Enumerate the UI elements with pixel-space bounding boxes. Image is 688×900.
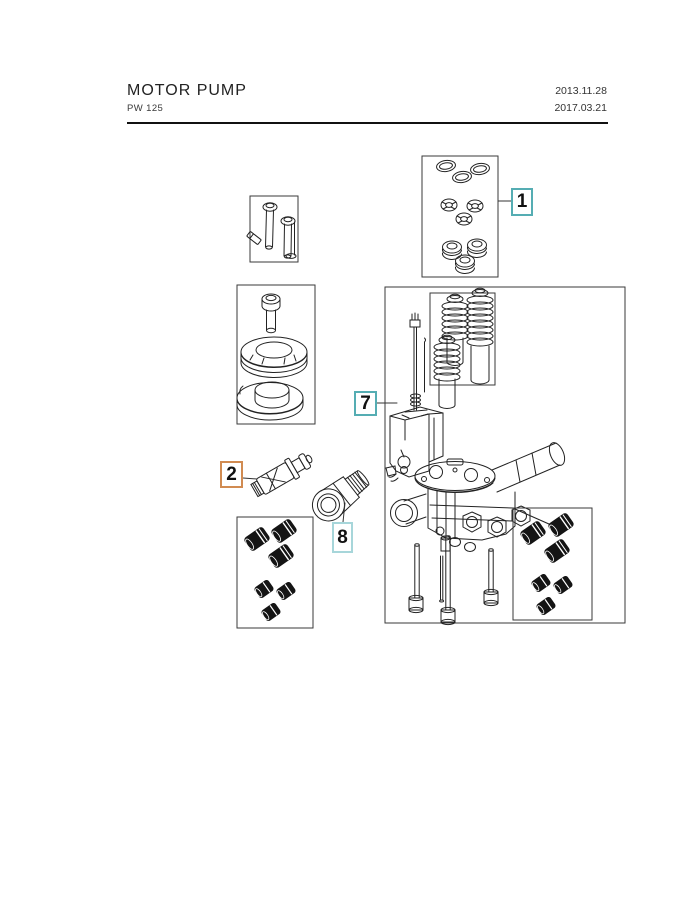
plug-fitting: [543, 539, 570, 564]
callout-7[interactable]: 7: [354, 391, 377, 416]
unloader-rod: [402, 313, 428, 418]
spring-plunger-group: [430, 288, 495, 408]
plug-fitting: [547, 513, 574, 538]
thrust-bearing: [241, 337, 307, 378]
plug-fitting-small: [254, 579, 274, 598]
plug-fittings-left-group: [237, 517, 313, 628]
oring-seals: [436, 159, 490, 184]
callout-8[interactable]: 8: [332, 522, 353, 553]
plug-fitting-small: [261, 602, 281, 621]
plug-fitting-small: [536, 596, 556, 615]
outlet-coupler-part: [306, 464, 375, 527]
plug-fitting: [270, 519, 297, 544]
cup-seals: [442, 239, 486, 274]
bearing-stack-group: [237, 285, 315, 424]
plug-fitting-small: [553, 575, 573, 594]
page-title: MOTOR PUMP: [127, 82, 247, 99]
mounting-bolts: [409, 536, 498, 625]
piston-pin-group: [247, 196, 298, 262]
seal-kit-group: [422, 156, 498, 277]
swash-cap: [237, 382, 303, 420]
plug-fitting: [267, 544, 294, 569]
pump-housing-bracket: [386, 407, 443, 481]
callout-1[interactable]: 1: [511, 188, 533, 216]
bolt-part: [262, 294, 280, 333]
plug-fitting-small: [531, 573, 551, 592]
callout-2[interactable]: 2: [220, 461, 243, 488]
date-published: 2013.11.28: [555, 85, 607, 97]
spring-plunger: [467, 288, 493, 384]
plug-fitting-small: [276, 581, 296, 600]
date-revised: 2017.03.21: [554, 102, 607, 114]
plug-fitting: [243, 527, 270, 552]
plug-fittings-right-group: [513, 508, 592, 620]
pump-assembly-group: [385, 287, 625, 625]
callout-line-2: [243, 478, 257, 479]
unloader-valve-part: [249, 448, 317, 500]
model-number: PW 125: [127, 103, 164, 114]
star-washers: [441, 199, 483, 225]
